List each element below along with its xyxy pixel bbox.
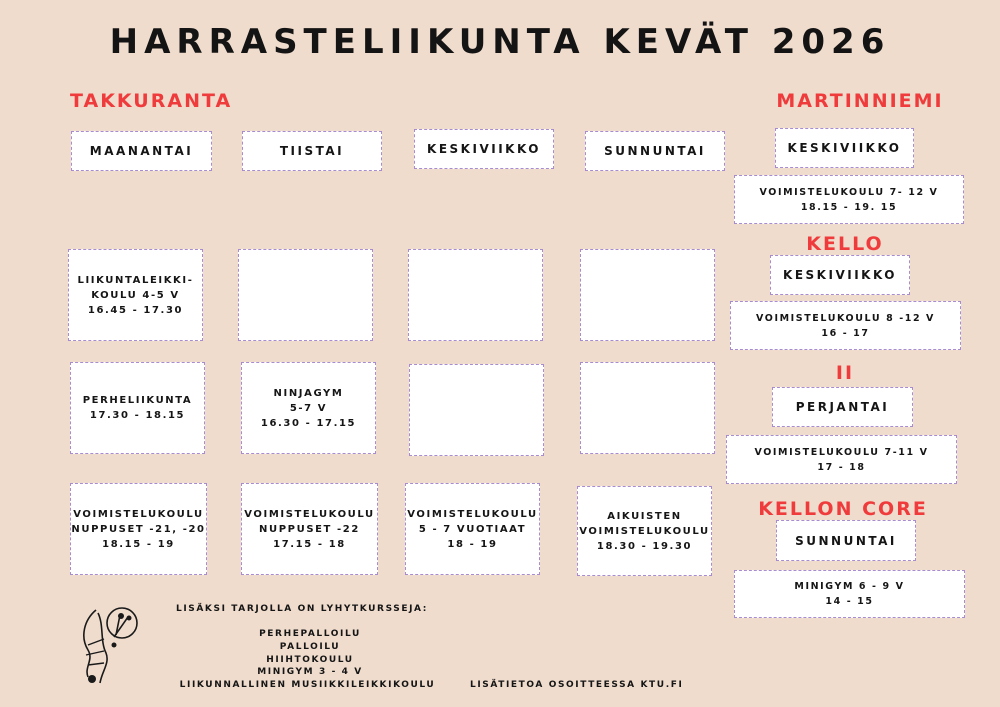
kello-day: KESKIVIIKKO bbox=[770, 255, 910, 295]
club-logo-icon bbox=[74, 605, 144, 690]
kello-class: VOIMISTELUKOULU 8 -12 V 16 - 17 bbox=[730, 301, 961, 350]
schedule-cell-r3-wednesday: VOIMISTELUKOULU 5 - 7 VUOTIAAT 18 - 19 bbox=[405, 483, 540, 575]
page-title: HARRASTELIIKUNTA KEVÄT 2026 bbox=[109, 22, 891, 62]
day-header-sunday: SUNNUNTAI bbox=[585, 131, 725, 171]
extras-item-hiihtokoulu: HIIHTOKOULU bbox=[266, 655, 354, 665]
day-header-tuesday: TIISTAI bbox=[242, 131, 382, 171]
schedule-cell-r1-wednesday bbox=[408, 249, 543, 341]
martinniemi-class: VOIMISTELUKOULU 7- 12 V 18.15 - 19. 15 bbox=[734, 175, 964, 224]
schedule-cell-r2-wednesday bbox=[409, 364, 544, 456]
takkuranta-heading: TAKKURANTA bbox=[70, 90, 233, 112]
martinniemi-day: KESKIVIIKKO bbox=[775, 128, 914, 168]
kellon-core-day: SUNNUNTAI bbox=[776, 520, 916, 561]
schedule-cell-r1-monday: LIIKUNTALEIKKI- KOULU 4-5 V 16.45 - 17.30 bbox=[68, 249, 203, 341]
schedule-cell-r3-monday: VOIMISTELUKOULU NUPPUSET -21, -20 18.15 - 19 bbox=[70, 483, 207, 575]
kellon-core-class: MINIGYM 6 - 9 V 14 - 15 bbox=[734, 570, 965, 618]
kello-heading: KELLO bbox=[806, 233, 884, 255]
day-header-wednesday: KESKIVIIKKO bbox=[414, 129, 554, 169]
martinniemi-heading: MARTINNIEMI bbox=[776, 90, 944, 112]
schedule-cell-r1-tuesday bbox=[238, 249, 373, 341]
kellon-core-heading: KELLON CORE bbox=[758, 498, 928, 520]
schedule-cell-r3-sunday: AIKUISTEN VOIMISTELUKOULU 18.30 - 19.30 bbox=[577, 486, 712, 576]
schedule-cell-r2-sunday bbox=[580, 362, 715, 454]
extras-item-perhepalloilu: PERHEPALLOILU bbox=[259, 629, 361, 639]
more-info-text: LISÄTIETOA OSOITTEESSA KTU.FI bbox=[470, 680, 684, 690]
day-header-monday: MAANANTAI bbox=[71, 131, 212, 171]
extras-heading: LISÄKSI TARJOLLA ON LYHYTKURSSEJA: bbox=[176, 604, 428, 614]
ii-heading: II bbox=[835, 362, 855, 384]
schedule-cell-r1-sunday bbox=[580, 249, 715, 341]
ii-day: PERJANTAI bbox=[772, 387, 913, 427]
schedule-cell-r3-tuesday: VOIMISTELUKOULU NUPPUSET -22 17.15 - 18 bbox=[241, 483, 378, 575]
schedule-cell-r2-tuesday: NINJAGYM 5-7 V 16.30 - 17.15 bbox=[241, 362, 376, 454]
schedule-cell-r2-monday: PERHELIIKUNTA 17.30 - 18.15 bbox=[70, 362, 205, 454]
extras-item-musiikkileikkikoulu: LIIKUNNALLINEN MUSIIKKILEIKKIKOULU bbox=[179, 680, 436, 690]
ii-class: VOIMISTELUKOULU 7-11 V 17 - 18 bbox=[726, 435, 957, 484]
extras-item-palloilu: PALLOILU bbox=[279, 642, 341, 652]
extras-item-minigym: MINIGYM 3 - 4 V bbox=[257, 667, 363, 677]
